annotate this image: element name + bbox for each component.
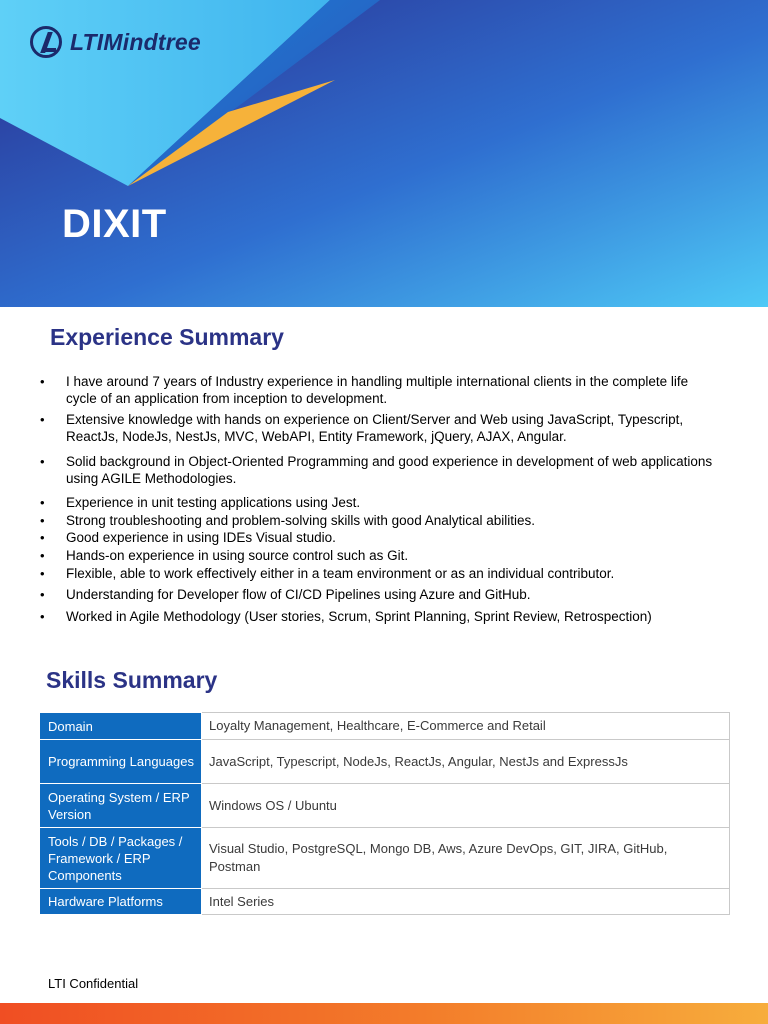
list-item: • Strong troubleshooting and problem-solving skills with good Analytical abilities. — [40, 513, 536, 528]
list-item: • Hands-on experience in using source control such as Git. — [40, 548, 409, 563]
skill-label: Operating System / ERP Version — [41, 784, 202, 828]
skill-label: Domain — [41, 713, 202, 740]
table-row — [41, 713, 730, 740]
table-row — [41, 784, 730, 828]
list-item: • Good experience in using IDEs Visual studio. — [40, 530, 336, 545]
skills-summary-title: Skills Summary — [46, 667, 218, 693]
lti-logo-icon — [30, 26, 62, 58]
skills-table — [40, 712, 730, 915]
bullet-icon: • — [40, 454, 45, 469]
skill-label: Hardware Platforms — [41, 889, 202, 915]
bullet-icon: • — [40, 548, 45, 563]
logo-text: LTIMindtree — [70, 28, 201, 55]
bullet-icon: • — [40, 566, 45, 581]
bullet-icon: • — [40, 609, 45, 624]
skill-value: Loyalty Management, Healthcare, E-Commerce and Retail — [202, 713, 730, 740]
list-item: • Flexible, able to work effectively either in a team environment or as an individual contributor. — [40, 566, 615, 581]
bullet-icon: • — [40, 374, 45, 389]
bullet-icon: • — [40, 513, 45, 528]
bullet-icon: • — [40, 412, 45, 427]
list-item: • I have around 7 years of Industry experience in handling multiple international clients in the complete life cycle of an application from inception to development. — [40, 374, 689, 406]
skill-value: Intel Series — [202, 889, 730, 915]
list-item: • Extensive knowledge with hands on experience on Client/Server and Web using JavaScript, Typescript, ReactJs, NodeJs, NestJs, MVC, WebAPI, Entity Framework, jQuery, AJAX, Angular. — [40, 412, 684, 444]
bullet-icon: • — [40, 530, 45, 545]
company-logo — [30, 26, 201, 58]
table-row — [41, 740, 730, 784]
footer-bar — [0, 1003, 768, 1024]
experience-summary-title: Experience Summary — [50, 324, 284, 350]
list-item: • Solid background in Object-Oriented Programming and good experience in development of web applications using AGILE Methodologies. — [40, 454, 713, 486]
list-item: • Understanding for Developer flow of CI/CD Pipelines using Azure and GitHub. — [40, 587, 531, 602]
table-row — [41, 889, 730, 915]
skill-label: Programming Languages — [41, 740, 202, 784]
confidential-label: LTI Confidential — [48, 976, 139, 991]
skill-label: Tools / DB / Packages / Framework / ERP Components — [41, 828, 202, 889]
skill-value: JavaScript, Typescript, NodeJs, ReactJs, Angular, NestJs and ExpressJs — [202, 740, 730, 784]
candidate-name: DIXIT — [62, 202, 167, 246]
skill-value: Windows OS / Ubuntu — [202, 784, 730, 828]
table-row — [41, 828, 730, 889]
bullet-icon: • — [40, 587, 45, 602]
list-item: • Worked in Agile Methodology (User stories, Scrum, Sprint Planning, Sprint Review, Retrospection) — [40, 609, 652, 624]
bullet-icon: • — [40, 495, 45, 510]
skill-value: Visual Studio, PostgreSQL, Mongo DB, Aws, Azure DevOps, GIT, JIRA, GitHub, Postman — [202, 828, 730, 889]
list-item: • Experience in unit testing applications using Jest. — [40, 495, 361, 510]
